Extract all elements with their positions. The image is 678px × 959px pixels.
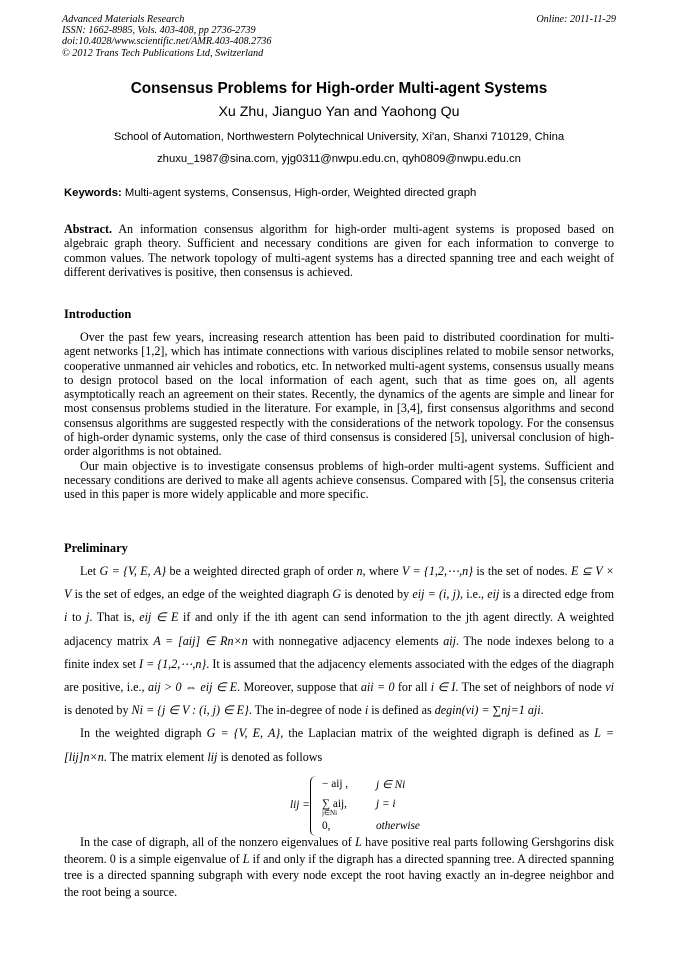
math-index-set: I = {1,2,⋯,n} <box>139 656 207 671</box>
formula-row-2-expr: ∑ aij, <box>322 798 347 810</box>
math-aij: aij <box>443 633 457 648</box>
text-run: is denoted by <box>64 703 129 718</box>
math-neighbor-set: Ni = {j ∈ V : (i, j) ∈ E} <box>131 703 249 718</box>
math-in-degree: degin(vi) = ∑nj=1 aji <box>434 703 541 718</box>
math-n: n <box>356 564 363 578</box>
text-run: to <box>71 610 82 625</box>
math-adjacency-matrix: A = [aij] ∈ Rn×n <box>153 633 248 648</box>
math-i: i <box>364 703 369 718</box>
text-run: . The matrix element <box>103 749 205 764</box>
text-run: is the set of edges, an edge of the weighted diagraph <box>74 587 330 602</box>
authors: Xu Zhu, Jianguo Yan and Yaohong Qu <box>218 104 460 120</box>
text-run: . The in-degree of node <box>248 703 362 718</box>
abstract-text: An information consensus algorithm for high-order multi-agent systems is proposed based on algebraic graph theory. Sufficient and necessary conditions are given for each information to converge to common values. The network topology of multi-agent systems has a directed spanning tree and each weight of different derivatives is positive, then consensus is achieved. <box>64 222 614 279</box>
text-run: is the set of nodes. <box>476 564 568 578</box>
math-zero: 0 <box>109 851 116 866</box>
text-run: is a directed edge from <box>502 587 615 602</box>
intro-paragraph-1: Over the past few years, increasing research attention has been paid to distributed coordination for multi-agent networks [1,2], which has intimate connections with various disciplines related to mobile sensor networks, cooperative unmanned air vehicles and robotics, etc. In networked multi-agent systems, consensus usually means to design protocol based on the local information of each agent, such that as time goes on, all agents asymptotically reach an agreement on their states. Recently, the dynamics of the agents are simple and linear for most consensus problems studied in the literature. For example, in [3,4], first consensus algorithms and second consensus algorithms are suggested respectly with the considerations of the network topology. For the consensus of high-order dynamic systems, only the case of third consensus is considered [5], universal conclusion of high-order algorithms is not obtained. <box>64 330 614 459</box>
math-g: G <box>332 587 342 602</box>
math-graph: G = {V, E, A} <box>99 564 167 578</box>
math-eij-in-e: eij ∈ E <box>139 610 179 625</box>
math-vertex-set: V = {1,2,⋯,n} <box>401 564 474 578</box>
text-run: . <box>540 703 544 718</box>
math-i-in-i: i ∈ I <box>430 680 456 695</box>
intro-paragraph-2: Our main objective is to investigate consensus problems of high-order multi-agent systems. Sufficient and necessary conditions are derived to make all agents achieve consensus. Compared with [5], the consensus criteria used in this paper is more widely applicable and more specific. <box>64 458 614 502</box>
text-run: if and only if the digraph has a directed spanning tree. A directed spanning tree is a directed spanning subgraph with every node except the root having exactly an in-degree neighbor and the root being a source. <box>64 851 615 899</box>
formula-lhs: lij = <box>290 799 310 811</box>
closing-paragraph <box>64 834 614 900</box>
journal-header <box>62 14 616 59</box>
text-run: In the weighted digraph <box>80 726 202 741</box>
text-run: is a simple eigenvalue of <box>118 851 240 866</box>
issn-line: ISSN: 1662-8985, Vols. 403-408, pp 2736-2739 <box>62 25 256 37</box>
copyright-line: © 2012 Trans Tech Publications Ltd, Switzerland <box>62 47 264 59</box>
journal-name: Advanced Materials Research <box>62 14 185 25</box>
text-run: is defined as <box>371 703 432 718</box>
text-run: , i.e., <box>460 587 485 602</box>
keywords-label: Keywords: <box>64 187 122 199</box>
keywords <box>64 187 476 199</box>
formula-sum-index: j∈Ni <box>322 809 338 817</box>
text-run: with nonnegative adjacency elements <box>252 633 439 648</box>
math-edge: eij = (i, j) <box>412 587 460 602</box>
text-run: is denoted as follows <box>220 749 323 764</box>
text-run: , where <box>362 564 399 578</box>
text-run: . That is, <box>89 610 135 625</box>
paper-title: Consensus Problems for High-order Multi-agent Systems <box>130 80 548 97</box>
introduction-heading: Introduction <box>64 307 132 321</box>
formula-row-3-expr: 0, <box>322 820 331 832</box>
preliminary-heading: Preliminary <box>64 541 128 555</box>
text-run: In the case of digraph, all of the nonzero eigenvalues of <box>80 835 352 849</box>
abstract-label: Abstract. <box>64 222 113 236</box>
math-l: L <box>355 835 362 849</box>
doi-line[interactable]: doi:10.4028/www.scientific.net/AMR.403-408.2736 <box>62 36 272 48</box>
text-run: . Moreover, suppose that <box>237 680 358 695</box>
math-laplacian: L = [lij]n×n <box>64 726 615 764</box>
online-date: Online: 2011-11-29 <box>536 14 616 25</box>
math-edge-set: E ⊆ V × V <box>64 564 615 602</box>
math-i: i <box>64 610 68 625</box>
text-run: is denoted by <box>344 587 410 602</box>
math-graph: G = {V, E, A} <box>206 726 281 741</box>
keywords-text: Multi-agent systems, Consensus, High-order, Weighted directed graph <box>124 187 477 199</box>
text-run: , the Laplacian matrix of the weighted digraph is defined as <box>280 726 590 741</box>
introduction-body <box>64 330 614 502</box>
math-vi: vi <box>605 680 614 695</box>
text-run: . It is assumed that the adjacency elements associated with the edges of the diagraph are positive, i.e., <box>64 656 615 695</box>
math-positive-weight: aij > 0 ⇔ eij ∈ E <box>147 680 238 695</box>
abstract <box>64 222 614 279</box>
formula-row-2-cond: j = i <box>376 798 396 810</box>
text-run: if and only if the ith agent can send information to the jth agent directly. A weighted adjacency matrix <box>64 610 614 648</box>
text-run: . The node indexes belong to a finite index set <box>64 633 614 671</box>
math-lij: lij <box>207 749 218 764</box>
text-run: for all <box>397 680 428 695</box>
text-run: be a weighted directed graph of order <box>169 564 354 578</box>
text-run: have positive real parts following Gershgorins disk theorem. <box>64 835 615 866</box>
math-eij: eij <box>487 587 500 602</box>
formula-row-3-cond: otherwise <box>376 820 420 832</box>
text-run: . The set of neighbors of node <box>455 680 602 695</box>
prelim-paragraph-2 <box>64 722 614 768</box>
formula-row-1-cond: j ∈ Ni <box>376 779 406 791</box>
math-j: j <box>85 610 90 625</box>
text-run: Let <box>80 564 97 578</box>
formula-row-1-expr: − aij , <box>322 778 349 790</box>
preliminary-body <box>64 560 614 769</box>
closing-text <box>64 834 614 900</box>
math-aii: aii = 0 <box>360 680 395 695</box>
prelim-paragraph-1 <box>64 560 614 722</box>
formula-brace <box>310 776 317 836</box>
laplacian-formula <box>290 776 430 838</box>
author-emails[interactable]: zhuxu_1987@sina.com, yjg0311@nwpu.edu.cn, qyh0809@nwpu.edu.cn <box>157 153 521 165</box>
affiliation: School of Automation, Northwestern Polytechnical University, Xi'an, Shanxi 710129, China <box>113 131 565 143</box>
math-l: L <box>242 851 250 866</box>
